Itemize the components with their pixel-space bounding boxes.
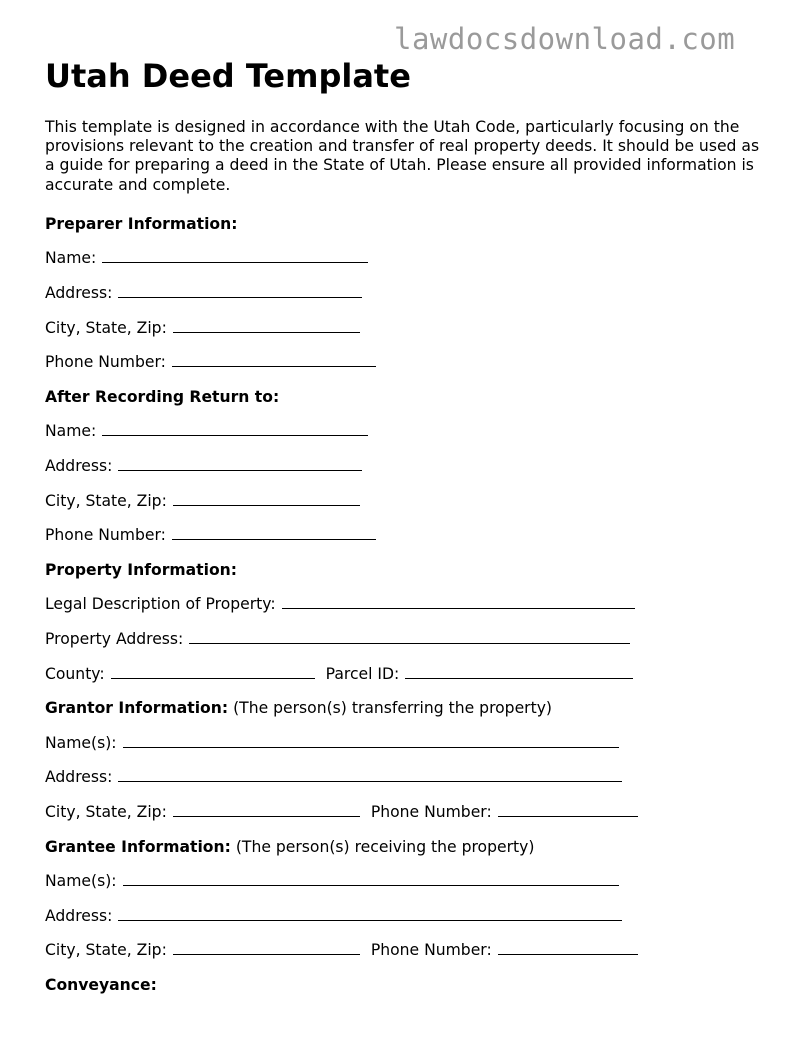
- grantee-city-row: [45, 933, 760, 968]
- preparer-phone-row: [45, 345, 760, 380]
- grantor-names-label: Name(s):: [45, 733, 117, 752]
- grantee-phone-label: Phone Number:: [370, 941, 492, 960]
- return-city-label: City, State, Zip:: [45, 491, 167, 510]
- grantee-names-field[interactable]: [123, 871, 619, 886]
- return-city-field[interactable]: [173, 491, 360, 506]
- grantor-phone-label: Phone Number:: [370, 802, 492, 821]
- return-name-row: [45, 414, 760, 449]
- return-phone-label: Phone Number:: [45, 526, 166, 545]
- preparer-address-field[interactable]: [118, 283, 362, 298]
- return-address-field[interactable]: [118, 456, 362, 471]
- return-name-label: Name:: [45, 422, 97, 441]
- grantee-city-field[interactable]: [173, 940, 360, 955]
- grantee-heading-row: [45, 830, 760, 865]
- preparer-city-field[interactable]: [173, 318, 360, 333]
- return-phone-field[interactable]: [172, 525, 376, 540]
- grantor-address-label: Address:: [45, 768, 113, 787]
- property-parcel-field[interactable]: [405, 664, 633, 679]
- preparer-name-label: Name:: [45, 249, 97, 268]
- grantee-names-label: Name(s):: [45, 872, 117, 891]
- property-county-field[interactable]: [111, 664, 315, 679]
- watermark-text: lawdocsdownload.com: [394, 22, 736, 56]
- return-heading: After Recording Return to:: [45, 387, 280, 406]
- preparer-heading: Preparer Information:: [45, 214, 238, 233]
- grantor-names-field[interactable]: [123, 733, 619, 748]
- grantee-note: (The person(s) receiving the property): [235, 837, 535, 856]
- property-county-row: [45, 657, 760, 692]
- preparer-name-field[interactable]: [102, 248, 368, 263]
- preparer-phone-field[interactable]: [172, 352, 376, 367]
- property-heading: Property Information:: [45, 560, 238, 579]
- grantor-names-row: [45, 726, 760, 761]
- grantor-phone-field[interactable]: [498, 802, 638, 817]
- property-parcel-label: Parcel ID:: [325, 664, 400, 683]
- property-address-field[interactable]: [189, 629, 630, 644]
- grantee-city-label: City, State, Zip:: [45, 941, 167, 960]
- preparer-city-label: City, State, Zip:: [45, 318, 167, 337]
- grantor-note: (The person(s) transferring the property): [233, 699, 553, 718]
- grantor-city-label: City, State, Zip:: [45, 802, 167, 821]
- grantee-names-row: [45, 864, 760, 899]
- grantor-heading: Grantor Information:: [45, 699, 229, 718]
- preparer-city-row: [45, 311, 760, 346]
- return-address-row: [45, 449, 760, 484]
- grantee-address-field[interactable]: [118, 906, 622, 921]
- grantor-address-row: [45, 760, 760, 795]
- intro-paragraph: This template is designed in accordance with the Utah Code, particularly focusing on the provisions relevant to the creation and transfer of real property deeds. It should be used as a guide for preparing a deed in the State of Utah. Please ensure all provided information is accurate and complete.: [45, 118, 760, 194]
- grantor-city-field[interactable]: [173, 802, 360, 817]
- preparer-phone-label: Phone Number:: [45, 353, 166, 372]
- preparer-name-row: [45, 241, 760, 276]
- conveyance-heading: Conveyance:: [45, 975, 157, 994]
- property-legal-row: [45, 587, 760, 622]
- return-phone-row: [45, 518, 760, 553]
- deed-document: [45, 56, 760, 1002]
- preparer-address-row: [45, 276, 760, 311]
- grantor-heading-row: [45, 691, 760, 726]
- property-county-label: County:: [45, 664, 105, 683]
- grantee-heading: Grantee Information:: [45, 837, 231, 856]
- property-legal-label: Legal Description of Property:: [45, 595, 276, 614]
- return-address-label: Address:: [45, 456, 113, 475]
- property-address-row: [45, 622, 760, 657]
- grantee-phone-field[interactable]: [498, 940, 638, 955]
- grantor-city-row: [45, 795, 760, 830]
- preparer-address-label: Address:: [45, 284, 113, 302]
- property-legal-field[interactable]: [282, 594, 635, 609]
- return-name-field[interactable]: [102, 421, 368, 436]
- grantor-address-field[interactable]: [118, 767, 622, 782]
- property-address-label: Property Address:: [45, 629, 184, 648]
- return-city-row: [45, 484, 760, 519]
- grantee-address-row: [45, 899, 760, 934]
- page-title: Utah Deed Template: [45, 57, 411, 95]
- grantee-address-label: Address:: [45, 906, 113, 925]
